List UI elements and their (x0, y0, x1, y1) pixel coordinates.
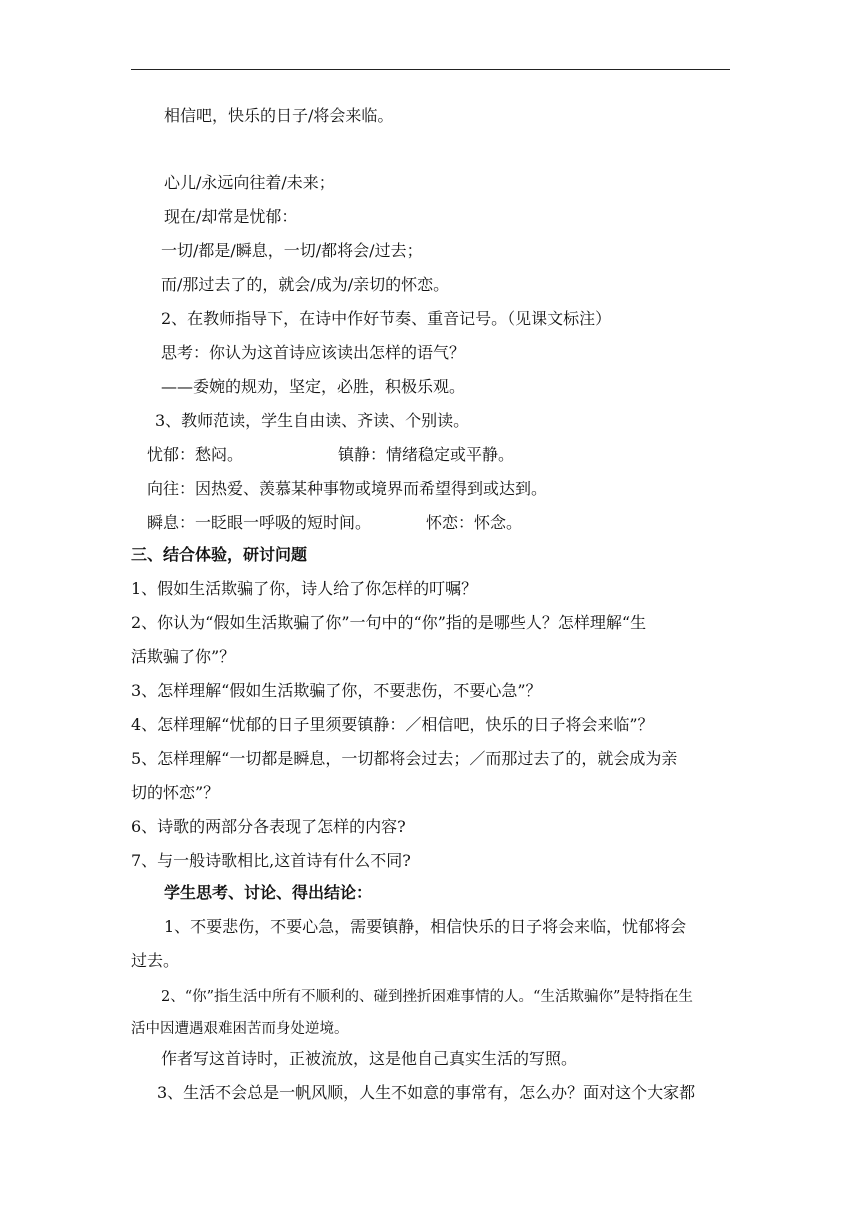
vocab-shunxi: 瞬息：一眨眼一呼吸的短时间。 (147, 513, 372, 532)
think-question: 思考：你认为这首诗应该读出怎样的语气？ (161, 343, 466, 362)
vocab-youyu: 忧郁：愁闷。 (147, 445, 244, 464)
conclusion-heading: 学生思考、讨论、得出结论： (164, 883, 373, 902)
answer-line: 2、“你”指生活中所有不顺利的、碰到挫折困难事情的人。“生活欺骗你”是特指在生 (161, 989, 693, 1005)
question-line: 4、怎样理解“忧郁的日子里须要镇静：／相信吧，快乐的日子将会来临”？ (131, 715, 654, 734)
question-line: 1、假如生活欺骗了你，诗人给了你怎样的叮嘱？ (131, 579, 478, 598)
question-line: 3、怎样理解“假如生活欺骗了你，不要悲伤，不要心急”？ (131, 681, 542, 700)
answer-line: 活中因遭遇艰难困苦而身处逆境。 (131, 1021, 349, 1037)
vocab-xiangwang: 向往：因热爱、羡慕某种事物或境界而希望得到或达到。 (147, 479, 548, 498)
think-answer: ——委婉的规劝，坚定，必胜，积极乐观。 (161, 377, 466, 396)
section-heading: 三、结合体验，研讨问题 (131, 545, 308, 564)
answer-line: 1、不要悲伤，不要心急，需要镇静，相信快乐的日子将会来临，忧郁将会 (164, 917, 687, 936)
answer-line: 3、生活不会总是一帆风顺，人生不如意的事常有，怎么办？面对这个大家都 (157, 1083, 696, 1102)
question-line: 2、你认为“假如生活欺骗了你”一句中的“你”指的是哪些人？怎样理解“生 (131, 613, 647, 632)
question-line: 5、怎样理解“一切都是瞬息，一切都将会过去；／而那过去了的，就会成为亲 (131, 749, 678, 768)
poem-line: 相信吧，快乐的日子/将会来临。 (164, 106, 394, 125)
question-line: 7、与一般诗歌相比,这首诗有什么不同? (131, 851, 411, 870)
step-2: 2、在教师指导下，在诗中作好节奏、重音记号。（见课文标注） (161, 309, 612, 328)
poem-line: 心儿/永远向往着/未来； (164, 173, 335, 192)
question-line: 6、诗歌的两部分各表现了怎样的内容? (131, 817, 406, 836)
vocab-zhenjing: 镇静：情绪稳定或平静。 (338, 445, 515, 464)
poem-line: 而/那过去了的，就会/成为/亲切的怀恋。 (161, 275, 450, 294)
answer-line: 过去。 (131, 951, 180, 970)
answer-line: 作者写这首诗时，正被流放，这是他自己真实生活的写照。 (161, 1049, 578, 1068)
poem-line: 现在/却常是忧郁： (164, 207, 298, 226)
header-rule (131, 69, 730, 70)
poem-line: 一切/都是/瞬息，一切/都将会/过去； (161, 241, 423, 260)
question-line: 活欺骗了你”？ (131, 647, 236, 666)
question-line: 切的怀恋”？ (131, 783, 220, 802)
step-3: 3、教师范读，学生自由读、齐读、个别读。 (155, 411, 470, 430)
vocab-huailian: 怀恋：怀念。 (426, 513, 523, 532)
